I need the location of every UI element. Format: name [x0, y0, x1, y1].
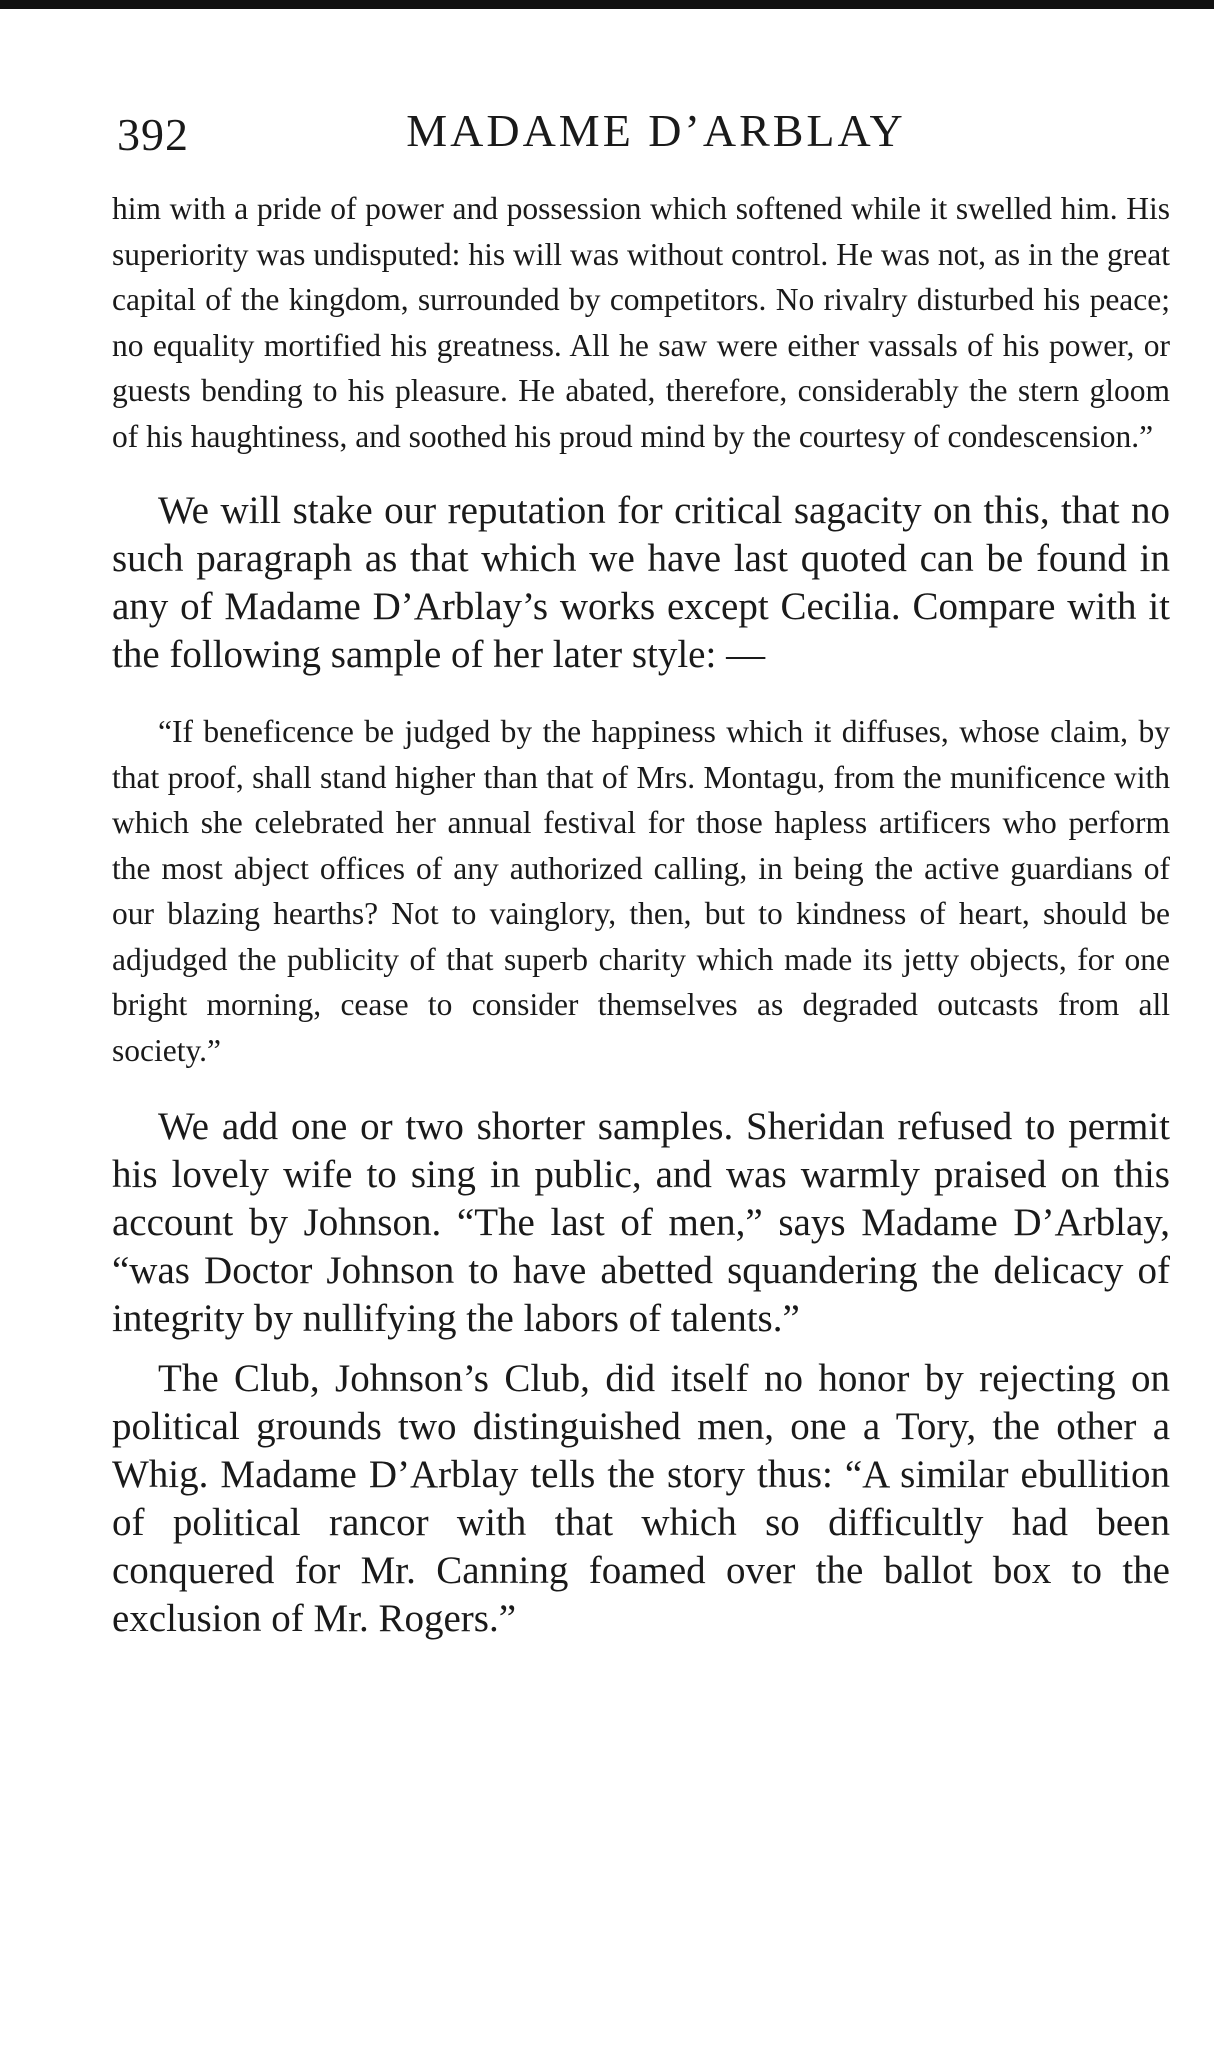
paragraph-continued: him with a pride of power and possession which softened while it swelled him. His superiority was undisputed: his will was without control. He was not, as in the great capital of the kingdom, surrounded by competitors. No rivalry disturbed his peace; no equality mortified his greatness. All he saw were either vassals of his power, or guests bending to his pleasure. He abated, therefore, considerably the stern gloom of his haughtiness, and soothed his proud mind by the courtesy of condescension.” — [112, 191, 1170, 454]
block-quotation: “If beneficence be judged by the happiness which it diffuses, whose claim, by that proof, shall stand higher than that of Mrs. Montagu, from the munificence with which she celebrated her annual festival for those hapless artificers who perform the most abject offices of any authorized calling, in being the active guardians of our blazing hearths? Not to vainglory, then, but to kindness of heart, should be adjudged the publicity of that superb charity which made its jetty objects, for one bright morning, cease to consider themselves as degraded outcasts from all society.” — [112, 714, 1170, 1068]
running-title: MADAME D’ARBLAY — [406, 105, 906, 156]
page-number: 392 — [117, 109, 189, 160]
paragraph-critical-sagacity: We will stake our reputation for critical sagacity on this, that no such paragraph as that which we have last quoted can be found in any of Madame D’Arblay’s works except Cecilia. Compare with it the following sample of her later style: — — [112, 489, 1170, 676]
book-page — [112, 100, 1170, 1643]
top-border-rule — [0, 0, 1214, 9]
paragraph-johnsons-club: The Club, Johnson’s Club, did itself no honor by rejecting on political grounds two distinguished men, one a Tory, the other a Whig. Madame D’Arblay tells the story thus: “A similar ebullition of political rancor with that which so difficultly had been conquered for Mr. Canning foamed over the ballot box to the exclusion of Mr. Rogers.” — [112, 1357, 1170, 1640]
running-head — [112, 100, 1170, 170]
paragraph-shorter-samples: We add one or two shorter samples. Sheridan refused to permit his lovely wife to sing in public, and was warmly praised on this account by Johnson. “The last of men,” says Madame D’Arblay, “was Doctor Johnson to have abetted squandering the delicacy of integrity by nullifying the labors of talents.” — [112, 1105, 1170, 1340]
